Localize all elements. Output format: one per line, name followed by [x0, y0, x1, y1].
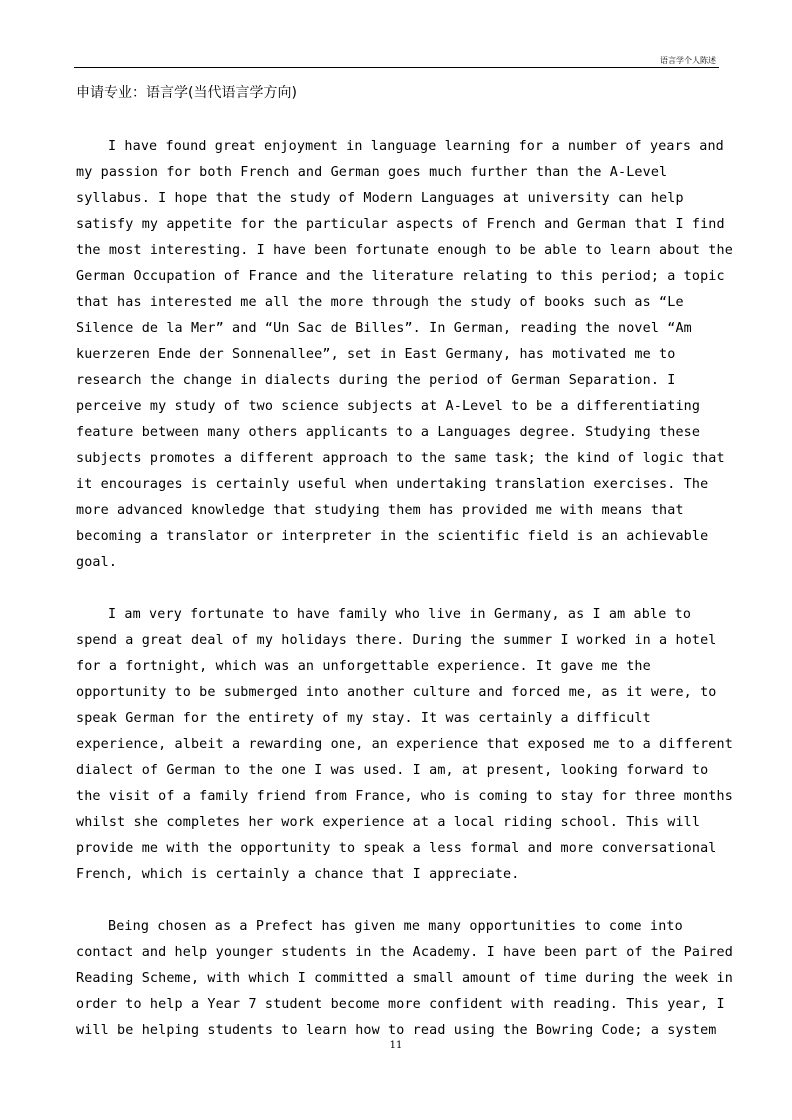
text-line: subjects promotes a different approach to the same task; the kind of logic that: [76, 451, 725, 466]
text-line: experience, albeit a rewarding one, an experience that exposed me to a different: [76, 737, 733, 752]
text-line: dialect of German to the one I was used. I am, at present, looking forward to: [76, 763, 709, 778]
header-divider: [74, 67, 719, 68]
text-line: Silence de la Mer” and “Un Sac de Billes”. In German, reading the novel “Am: [76, 321, 692, 336]
page-number: 11: [389, 1040, 403, 1051]
statement-body: [76, 134, 733, 1070]
text-line: research the change in dialects during the period of German Separation. I: [76, 373, 676, 388]
text-line: whilst she completes her work experience at a local riding school. This will: [76, 815, 701, 830]
text-line: I have found great enjoyment in language learning for a number of years and: [108, 139, 724, 154]
text-line: it encourages is certainly useful when undertaking translation exercises. The: [76, 477, 709, 492]
application-major: 申请专业：语言学(当代语言学方向): [76, 85, 297, 101]
text-line: speak German for the entirety of my stay. It was certainly a difficult: [76, 711, 651, 726]
text-line: order to help a Year 7 student become more confident with reading. This year, I: [76, 997, 725, 1012]
text-line: goal.: [76, 555, 118, 570]
text-line: opportunity to be submerged into another culture and forced me, as it were, to: [76, 685, 717, 700]
text-line: provide me with the opportunity to speak a less formal and more conversational: [76, 841, 717, 856]
text-line: spend a great deal of my holidays there. During the summer I worked in a hotel: [76, 633, 717, 648]
text-line: that has interested me all the more through the study of books such as “Le: [76, 295, 684, 310]
text-line: Being chosen as a Prefect has given me many opportunities to come into: [108, 919, 683, 934]
text-line: kuerzeren Ende der Sonnenallee”, set in East Germany, has motivated me to: [76, 347, 676, 362]
text-line: satisfy my appetite for the particular aspects of French and German that I find: [76, 217, 725, 232]
text-line: more advanced knowledge that studying them has provided me with means that: [76, 503, 684, 518]
text-line: becoming a translator or interpreter in the scientific field is an achievable: [76, 529, 709, 544]
running-header: 语言学个人陈述: [660, 56, 716, 65]
text-line: for a fortnight, which was an unforgettable experience. It gave me the: [76, 659, 651, 674]
paragraph: [76, 914, 733, 1044]
text-line: I am very fortunate to have family who live in Germany, as I am able to: [108, 607, 692, 622]
text-line: French, which is certainly a chance that I appreciate.: [76, 867, 520, 882]
paragraph: [76, 602, 733, 888]
text-line: Reading Scheme, with which I committed a small amount of time during the week in: [76, 971, 733, 986]
text-line: syllabus. I hope that the study of Modern Languages at university can help: [76, 191, 684, 206]
text-line: the visit of a family friend from France, who is coming to stay for three months: [76, 789, 733, 804]
text-line: German Occupation of France and the literature relating to this period; a topic: [76, 269, 725, 284]
text-line: will be helping students to learn how to read using the Bowring Code; a system: [76, 1023, 717, 1038]
text-line: feature between many others applicants to a Languages degree. Studying these: [76, 425, 701, 440]
text-line: contact and help younger students in the Academy. I have been part of the Paired: [76, 945, 733, 960]
paragraph: [76, 134, 733, 576]
text-line: perceive my study of two science subjects at A-Level to be a differentiating: [76, 399, 701, 414]
text-line: the most interesting. I have been fortunate enough to be able to learn about the: [76, 243, 733, 258]
text-line: my passion for both French and German goes much further than the A-Level: [76, 165, 668, 180]
